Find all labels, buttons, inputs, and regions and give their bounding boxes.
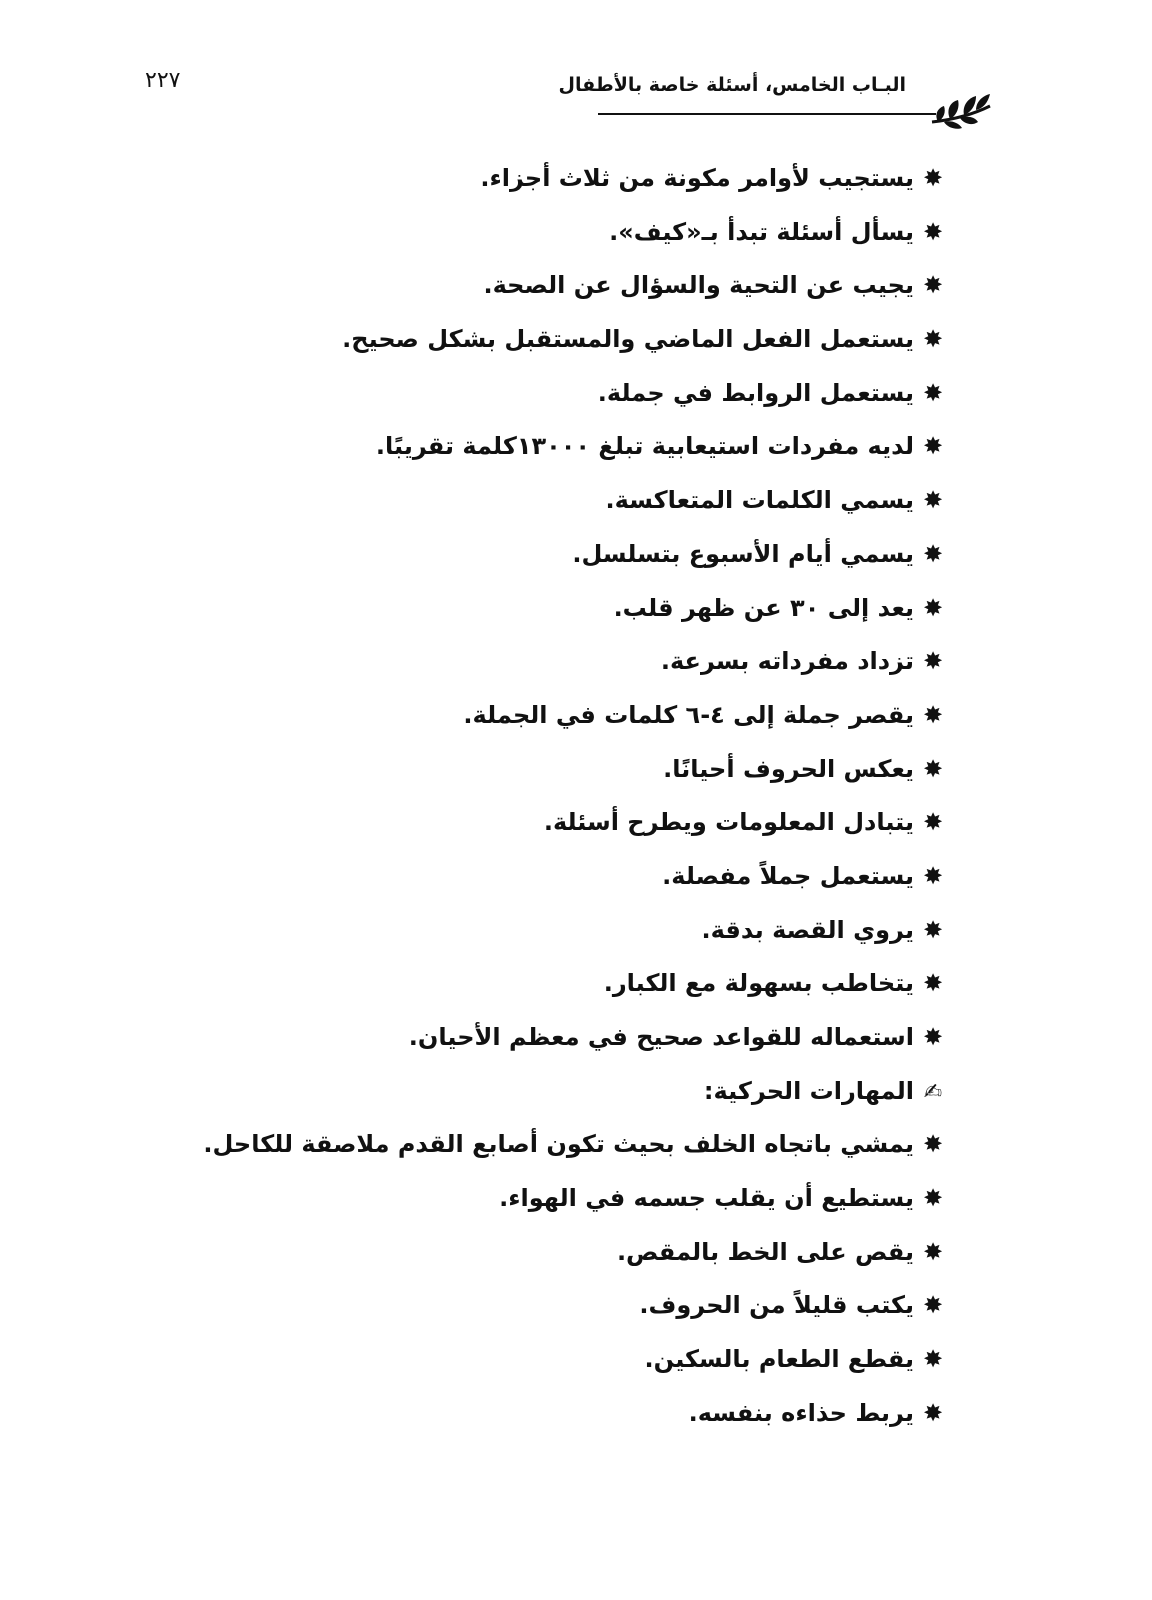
list-item: ✸يستعمل الروابط في جملة. bbox=[66, 367, 946, 421]
writing-hand-icon: ✍ bbox=[923, 1079, 943, 1105]
list-item: ✸يستطيع أن يقلب جسمه في الهواء. bbox=[66, 1172, 946, 1226]
asterisk-bullet-icon: ✸ bbox=[922, 915, 944, 944]
list-item: ✸يروي القصة بدقة. bbox=[66, 904, 946, 958]
asterisk-bullet-icon: ✸ bbox=[922, 325, 944, 354]
list-item: ✸يقطع الطعام بالسكين. bbox=[66, 1333, 946, 1387]
list-item: ✸يسأل أسئلة تبدأ بـ«كيف». bbox=[66, 206, 946, 260]
asterisk-bullet-icon: ✸ bbox=[922, 700, 944, 729]
list-item: ✸يربط حذاءه بنفسه. bbox=[66, 1387, 946, 1441]
list-item: ✸يتبادل المعلومات ويطرح أسئلة. bbox=[66, 796, 946, 850]
list-item: ✸يكتب قليلاً من الحروف. bbox=[66, 1279, 946, 1333]
asterisk-bullet-icon: ✸ bbox=[922, 969, 944, 998]
asterisk-bullet-icon: ✸ bbox=[922, 593, 944, 622]
asterisk-bullet-icon: ✸ bbox=[922, 378, 944, 407]
list-item: ✸يستعمل الفعل الماضي والمستقبل بشكل صحيح. bbox=[66, 313, 946, 367]
list-item: ✸يمشي باتجاه الخلف بحيث تكون أصابع القدم ملاصقة للكاحل. bbox=[66, 1118, 946, 1172]
list-item: ✸يقص على الخط بالمقص. bbox=[66, 1226, 946, 1280]
asterisk-bullet-icon: ✸ bbox=[922, 861, 944, 890]
asterisk-bullet-icon: ✸ bbox=[922, 486, 944, 515]
list-item: ✸يعكس الحروف أحيانًا. bbox=[66, 743, 946, 797]
asterisk-bullet-icon: ✸ bbox=[922, 754, 944, 783]
asterisk-bullet-icon: ✸ bbox=[922, 1130, 944, 1159]
asterisk-bullet-icon: ✸ bbox=[922, 1184, 944, 1213]
page-number: ٢٢٧ bbox=[145, 68, 181, 93]
list-item: ✸يسمي أيام الأسبوع بتسلسل. bbox=[66, 528, 946, 582]
content-list bbox=[66, 152, 946, 1441]
list-item: ✸يسمي الكلمات المتعاكسة. bbox=[66, 474, 946, 528]
asterisk-bullet-icon: ✸ bbox=[922, 1345, 944, 1374]
asterisk-bullet-icon: ✸ bbox=[922, 1237, 944, 1266]
asterisk-bullet-icon: ✸ bbox=[922, 1291, 944, 1320]
asterisk-bullet-icon: ✸ bbox=[922, 647, 944, 676]
header-rule bbox=[598, 113, 936, 115]
list-item: ✸لديه مفردات استيعابية تبلغ ١٣٠٠٠كلمة تقريبًا. bbox=[66, 420, 946, 474]
list-item: ✸يجيب عن التحية والسؤال عن الصحة. bbox=[66, 259, 946, 313]
asterisk-bullet-icon: ✸ bbox=[922, 217, 944, 246]
asterisk-bullet-icon: ✸ bbox=[922, 1398, 944, 1427]
list-item: ✸يستجيب لأوامر مكونة من ثلاث أجزاء. bbox=[66, 152, 946, 206]
list-item: ✸استعماله للقواعد صحيح في معظم الأحيان. bbox=[66, 1011, 946, 1065]
running-head: البـاب الخامس، أسئلة خاصة بالأطفال bbox=[558, 74, 906, 96]
asterisk-bullet-icon: ✸ bbox=[922, 1023, 944, 1051]
list-item: ✸يعد إلى ٣٠ عن ظهر قلب. bbox=[66, 582, 946, 636]
list-item: ✸يتخاطب بسهولة مع الكبار. bbox=[66, 957, 946, 1011]
asterisk-bullet-icon: ✸ bbox=[922, 271, 944, 300]
asterisk-bullet-icon: ✸ bbox=[922, 808, 944, 837]
section-heading: ✍المهارات الحركية: bbox=[66, 1065, 946, 1119]
asterisk-bullet-icon: ✸ bbox=[922, 432, 944, 461]
list-item: ✸يقصر جملة إلى ٤-٦ كلمات في الجملة. bbox=[66, 689, 946, 743]
leaf-ornament-icon bbox=[930, 92, 992, 134]
list-item: ✸يستعمل جملاً مفصلة. bbox=[66, 850, 946, 904]
list-item: ✸تزداد مفرداته بسرعة. bbox=[66, 635, 946, 689]
asterisk-bullet-icon: ✸ bbox=[922, 539, 944, 568]
asterisk-bullet-icon: ✸ bbox=[922, 164, 944, 192]
